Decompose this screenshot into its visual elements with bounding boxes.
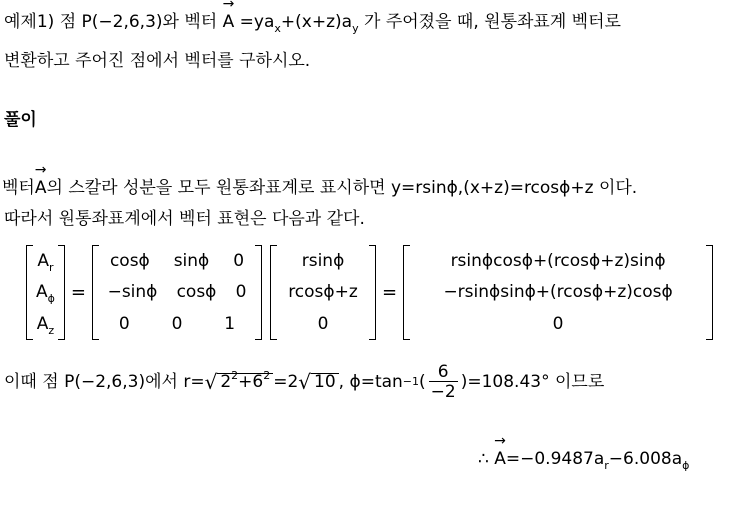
- calc-text: )=108.43° 이므로: [460, 371, 605, 392]
- transform-matrix: [92, 245, 262, 340]
- scalar-vector: [270, 245, 376, 340]
- matrix-row: 0 0 1: [118, 314, 236, 335]
- solution-line-1: [2, 180, 637, 197]
- equals-sign: =: [382, 282, 398, 303]
- problem-text: 가 주어졌을 때, 원통좌표계 벡터로: [358, 12, 621, 32]
- lhs-vector: [26, 245, 65, 340]
- problem-line-1: [4, 12, 621, 35]
- matrix-row: cosϕ sinϕ 0: [109, 250, 245, 271]
- vector-entry: rcosϕ+z: [288, 282, 358, 303]
- problem-text: +(x+z)a: [280, 12, 353, 32]
- solution-text: 벡터: [2, 178, 35, 198]
- vector-a: → A: [494, 451, 506, 468]
- result-entry: rsinϕcosϕ+(rcosϕ+z)sinϕ: [450, 250, 666, 271]
- calc-text: 이때 점 P(−2,6,3)에서 r=: [4, 371, 205, 392]
- radicand: $2^2+6^2$: [217, 373, 273, 391]
- matrix-equation: [26, 245, 713, 340]
- answer-text: −6.008a: [608, 449, 683, 469]
- subscript: ϕ: [682, 459, 690, 472]
- component-az: $A_z$: [36, 314, 55, 338]
- equals-sign: =: [70, 282, 86, 303]
- result-entry: −rsinϕsinϕ+(rcosϕ+z)cosϕ: [443, 282, 673, 303]
- vector-a: → A: [35, 180, 47, 197]
- solution-heading: 풀이: [4, 110, 37, 130]
- problem-text: =ya: [234, 12, 275, 32]
- component-ar: $A_r$: [37, 250, 54, 274]
- vector-entry: rsinϕ: [301, 250, 345, 271]
- matrix-row: −sinϕ cosϕ 0: [107, 282, 247, 303]
- result-vector: [403, 245, 713, 340]
- vector-a: → A: [223, 14, 235, 31]
- calc-text: =2: [273, 371, 299, 392]
- solution-text: 의 스칼라 성분을 모두 원통좌표계로 표시하면 y=rsinϕ,(x+z)=rcosϕ+z 이다.: [46, 178, 638, 198]
- result-entry: 0: [552, 314, 564, 335]
- answer-text: =−0.9487a: [505, 449, 605, 469]
- radicand: 10: [311, 373, 339, 391]
- subscript: y: [352, 22, 359, 35]
- calculation-line: 이때 점 P(−2,6,3)에서 r= √ $2^2+6^2$ =2 √ 10 , ϕ=tan −1 ( $\frac{6}{-2}$ )=108.43° 이므로: [4, 361, 605, 402]
- vector-entry: 0: [317, 314, 329, 335]
- calc-text: (: [419, 371, 426, 392]
- problem-text: 예제1) 점 P(−2,6,3)와 벡터: [4, 12, 223, 32]
- sqrt-icon: √: [298, 370, 312, 394]
- subscript: x: [274, 22, 281, 35]
- fraction: $\frac{6}{-2}$: [430, 361, 456, 402]
- solution-line-2: 따라서 원통좌표계에서 벡터 표현은 다음과 같다.: [4, 209, 365, 229]
- subscript: r: [604, 459, 609, 472]
- calc-text: , ϕ=tan: [338, 371, 403, 392]
- component-aphi: $A_\phi$: [36, 282, 55, 306]
- problem-line-2: 변환하고 주어진 점에서 벡터를 구하시오.: [4, 51, 311, 71]
- therefore-symbol: ∴: [478, 449, 495, 469]
- final-answer: [478, 449, 690, 472]
- sqrt-icon: √: [204, 370, 218, 394]
